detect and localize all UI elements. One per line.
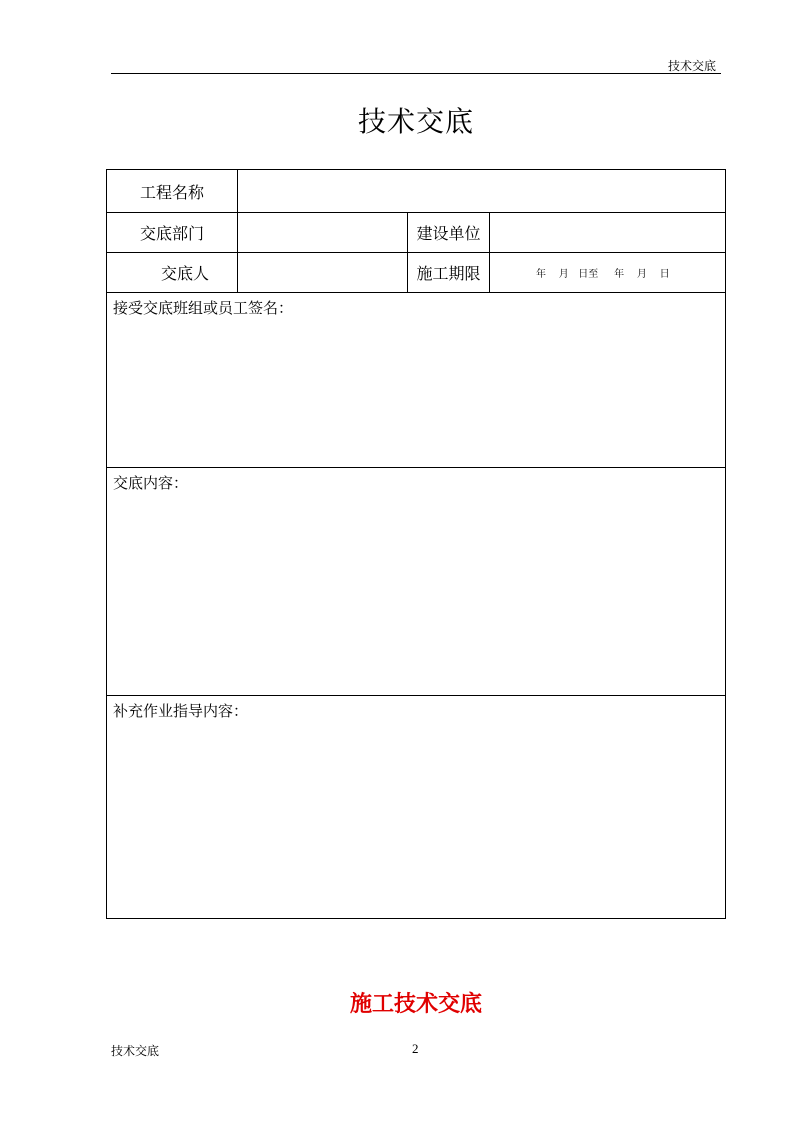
row-department [107, 213, 725, 253]
owner-label [408, 213, 490, 252]
period-value: 年 月 日至 年 月 日 [536, 269, 670, 280]
project-name-field[interactable] [238, 170, 725, 212]
period-field[interactable] [490, 253, 725, 292]
signature-label: 接受交底班组或员工签名： [113, 299, 294, 317]
dept-field[interactable] [238, 213, 408, 252]
project-name-label-text: 工程名称 [139, 182, 204, 202]
disclosure-form [106, 169, 726, 919]
row-person [107, 253, 725, 293]
page-title: 技术交底 [357, 105, 474, 138]
row-supplement[interactable] [107, 696, 725, 918]
owner-label-text: 建设单位 [416, 224, 481, 243]
dept-label-text: 交底部门 [139, 224, 204, 243]
person-label-text: 交底人 [161, 264, 210, 283]
supplement-label: 补充作业指导内容： [113, 702, 249, 720]
period-label [408, 253, 490, 292]
footer-left-text: 技术交底 [111, 1044, 160, 1058]
period-label-text: 施工期限 [416, 264, 481, 283]
person-field[interactable] [238, 253, 408, 292]
row-content[interactable] [107, 468, 725, 696]
project-name-label [107, 170, 238, 212]
owner-field[interactable] [490, 213, 725, 252]
content-label: 交底内容： [113, 474, 189, 492]
person-label [107, 253, 238, 292]
red-section-title: 施工技术交底 [349, 991, 482, 1017]
dept-label [107, 213, 238, 252]
row-signature[interactable] [107, 293, 725, 468]
row-project-name [107, 170, 725, 213]
page-number: 2 [412, 1041, 419, 1056]
header-rule [111, 73, 721, 74]
page-header-text: 技术交底 [668, 59, 717, 73]
